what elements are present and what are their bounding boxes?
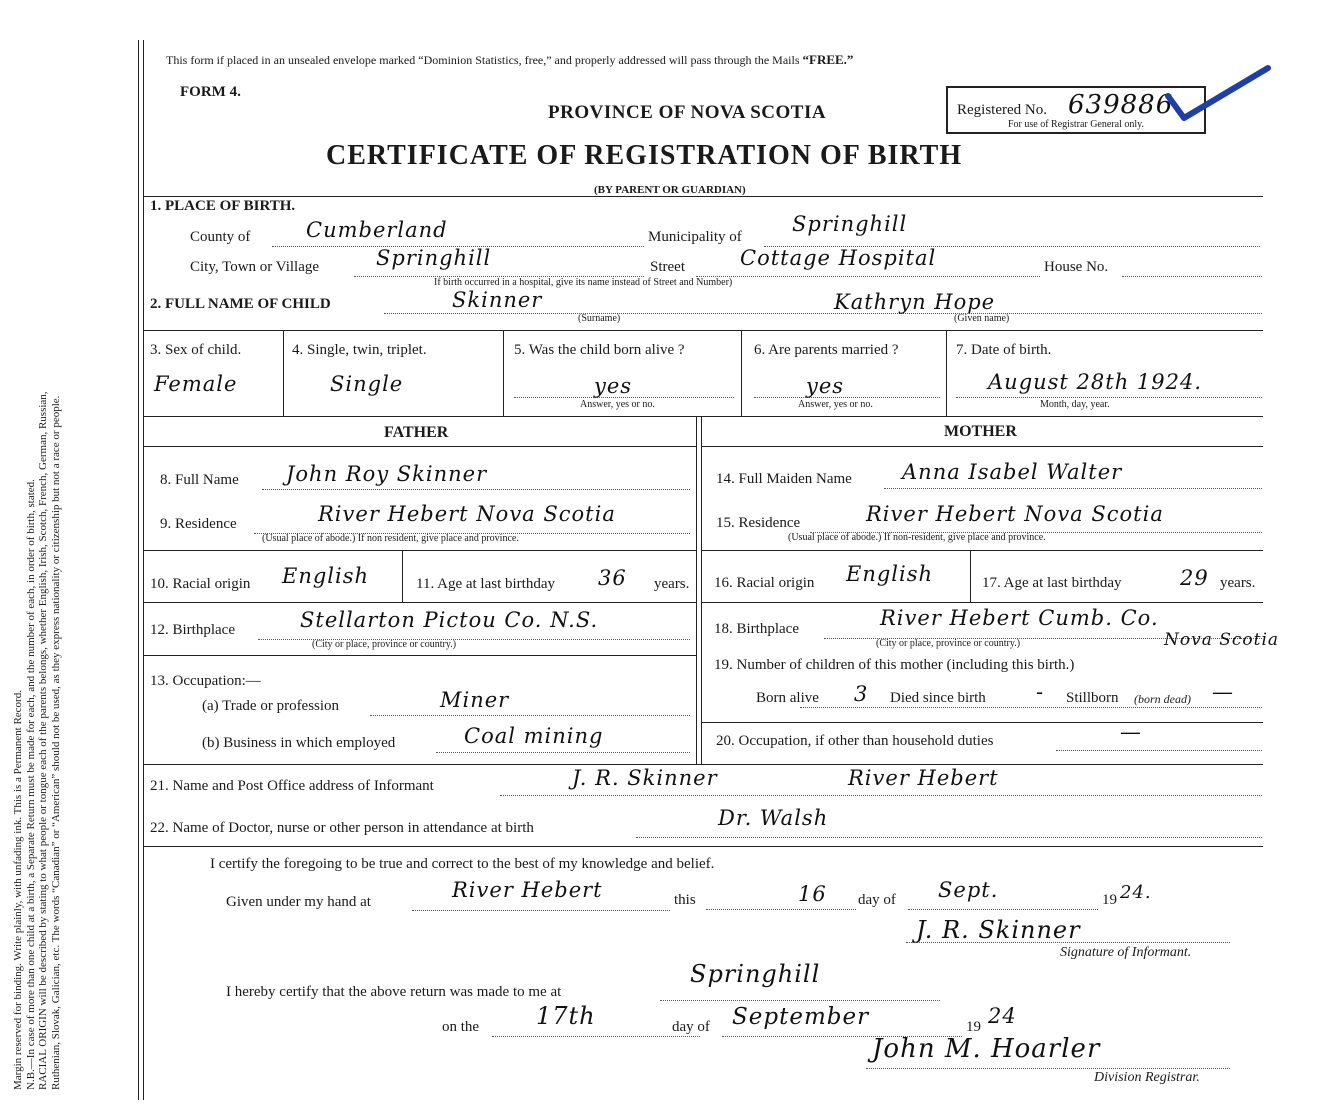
margin-note-line: Ruthenian, Slovak, Galician, etc. The words “Canadian” or “American” should not be used, as they express nationality or citizenship but not a race or people. xyxy=(49,395,62,1090)
field-line xyxy=(696,276,1040,277)
father-age-label: 11. Age at last birthday xyxy=(416,576,555,592)
sex-value: Female xyxy=(154,372,238,396)
mother-racial: English xyxy=(846,562,934,586)
field-line xyxy=(412,910,670,911)
divider xyxy=(143,330,1263,331)
street-value: Cottage Hospital xyxy=(740,246,937,270)
divider xyxy=(701,446,1263,447)
plurality-value: Single xyxy=(330,372,404,396)
divider xyxy=(143,655,696,656)
divider xyxy=(503,330,504,416)
house-label: House No. xyxy=(1044,259,1109,275)
check-mark-icon xyxy=(1160,58,1280,138)
field-line xyxy=(754,397,940,398)
field-line xyxy=(492,1036,700,1037)
mail-note xyxy=(166,52,853,68)
registrar-label: Division Registrar. xyxy=(1094,1070,1200,1085)
father-racial: English xyxy=(282,564,370,588)
mother-racial-label: 16. Racial origin xyxy=(714,575,815,591)
registered-number: 639886 xyxy=(1068,90,1174,120)
registrar-year-prefix: 19 xyxy=(966,1019,981,1035)
mail-note-free: “FREE.” xyxy=(802,52,854,67)
hospital-note: If birth occurred in a hospital, give its name instead of Street and Number) xyxy=(434,277,733,288)
born-alive-count-label: Born alive xyxy=(756,690,819,706)
died-label: Died since birth xyxy=(890,690,986,706)
registrar-month: September xyxy=(732,1004,870,1030)
sex-label: 3. Sex of child. xyxy=(150,342,242,358)
mail-note-text: This form if placed in an unsealed envelope marked “Dominion Statistics, free,” and properly addressed will pass through the Mails xyxy=(166,53,803,67)
field-line xyxy=(500,795,1262,796)
county-label: County of xyxy=(190,229,251,245)
father-residence-label: 9. Residence xyxy=(160,516,237,532)
given-name-note: (Given name) xyxy=(954,313,1010,324)
street-label: Street xyxy=(650,259,685,275)
dob-note: Month, day, year. xyxy=(1040,399,1110,410)
mother-birthplace-2: Nova Scotia xyxy=(1164,630,1280,650)
certify-year: 24. xyxy=(1120,882,1152,903)
divider xyxy=(143,846,1263,847)
margin-note-line: Margin reserved for binding. Write plainly, with unfading ink. This is a Permanent Record. xyxy=(12,690,24,1090)
informant-label: 21. Name and Post Office address of Informant xyxy=(150,778,434,794)
divider xyxy=(283,330,284,416)
field-line xyxy=(1122,276,1262,277)
died-value: - xyxy=(1036,680,1045,704)
divider xyxy=(402,550,403,602)
informant-address: River Hebert xyxy=(848,766,999,790)
divider xyxy=(970,550,971,602)
divider xyxy=(143,602,696,603)
certificate-title: CERTIFICATE OF REGISTRATION OF BIRTH xyxy=(326,140,963,171)
certify-day: 16 xyxy=(798,882,827,906)
mother-birthplace-label: 18. Birthplace xyxy=(714,621,799,637)
married-label: 6. Are parents married ? xyxy=(754,342,899,358)
registrar-statement: I hereby certify that the above return was made to me at xyxy=(226,984,562,1000)
field-line xyxy=(866,1068,1230,1069)
county-value: Cumberland xyxy=(306,218,448,242)
certify-month: Sept. xyxy=(938,878,999,902)
divider xyxy=(143,196,1263,197)
father-birthplace-label: 12. Birthplace xyxy=(150,622,235,638)
business-value: Coal mining xyxy=(464,724,604,748)
mother-heading: MOTHER xyxy=(944,423,1017,440)
father-occupation-label: 13. Occupation:— xyxy=(150,673,261,689)
field-line xyxy=(436,752,690,753)
given-at: River Hebert xyxy=(452,878,603,902)
divider xyxy=(741,330,742,416)
certificate-subtitle: (BY PARENT OR GUARDIAN) xyxy=(594,184,746,196)
registrar-signature: John M. Hoarler xyxy=(872,1034,1101,1064)
mother-name-label: 14. Full Maiden Name xyxy=(716,471,852,487)
plurality-label: 4. Single, twin, triplet. xyxy=(292,342,427,358)
divider xyxy=(701,550,1263,551)
divider xyxy=(143,446,696,447)
margin-note-line: N.B.—In case of more than one child at a birth, a Separate Return must be made for each, and the number of each, in order of birth, stated. xyxy=(24,479,37,1090)
born-alive-count: 3 xyxy=(854,682,869,706)
left-border-inner xyxy=(143,40,144,1100)
divider xyxy=(701,602,1263,603)
mother-abode-note: (Usual place of abode.) If non-resident, give place and province. xyxy=(788,532,1046,543)
registrar-use-note: For use of Registrar General only. xyxy=(1008,119,1144,130)
field-line xyxy=(956,397,1262,398)
married-value: yes xyxy=(806,374,845,398)
father-residence: River Hebert Nova Scotia xyxy=(318,502,616,526)
mother-name: Anna Isabel Walter xyxy=(902,460,1123,484)
left-border xyxy=(138,40,139,1100)
registrar-year: 24 xyxy=(988,1004,1017,1028)
father-name-label: 8. Full Name xyxy=(160,472,239,488)
stillborn-value: — xyxy=(1212,680,1234,704)
divider xyxy=(143,764,1263,765)
field-line xyxy=(660,1000,940,1001)
children-count-label: 19. Number of children of this mother (including this birth.) xyxy=(714,657,1075,673)
province-title: PROVINCE OF NOVA SCOTIA xyxy=(548,102,827,123)
day-of-label: day of xyxy=(858,892,896,908)
registered-label: Registered No. xyxy=(957,102,1047,118)
column-divider xyxy=(701,416,702,764)
child-given-name: Kathryn Hope xyxy=(834,290,996,314)
field-line xyxy=(906,942,1230,943)
informant-name: J. R. Skinner xyxy=(572,766,718,790)
certify-statement: I certify the foregoing to be true and correct to the best of my knowledge and belief. xyxy=(210,856,715,872)
father-age: 36 xyxy=(598,566,627,590)
doctor-label: 22. Name of Doctor, nurse or other person in attendance at birth xyxy=(150,820,534,836)
stillborn-note: (born dead) xyxy=(1134,692,1191,706)
field-line xyxy=(884,488,1262,489)
municipality-value: Springhill xyxy=(792,212,908,236)
signature-label: Signature of Informant. xyxy=(1060,945,1192,960)
registrar-place: Springhill xyxy=(690,960,821,988)
trade-label: (a) Trade or profession xyxy=(202,698,340,714)
dob-label: 7. Date of birth. xyxy=(956,342,1052,358)
field-line xyxy=(1056,750,1262,751)
mother-age-label: 17. Age at last birthday xyxy=(982,575,1122,591)
form-number: FORM 4. xyxy=(180,84,241,100)
mother-occupation-label: 20. Occupation, if other than household duties xyxy=(716,733,994,749)
mother-occupation: — xyxy=(1120,720,1142,744)
mother-residence: River Hebert Nova Scotia xyxy=(866,502,1164,526)
mother-age-years: years. xyxy=(1220,575,1256,591)
divider xyxy=(143,550,696,551)
registrar-day-of-label: day of xyxy=(672,1019,710,1035)
father-heading: FATHER xyxy=(384,424,449,441)
field-line xyxy=(636,837,1262,838)
divider xyxy=(701,722,1263,723)
divider xyxy=(946,330,947,416)
on-the-label: on the xyxy=(442,1019,480,1035)
margin-note xyxy=(12,391,62,1090)
informant-signature: J. R. Skinner xyxy=(916,916,1081,944)
field-line xyxy=(262,489,690,490)
father-name: John Roy Skinner xyxy=(286,462,488,486)
city-value: Springhill xyxy=(376,246,492,270)
given-label: Given under my hand at xyxy=(226,894,371,910)
divider xyxy=(143,416,1263,417)
answer-note: Answer, yes or no. xyxy=(580,399,655,410)
stillborn-label: Stillborn xyxy=(1066,690,1119,706)
field-line xyxy=(384,313,1262,314)
place-section-label: 1. PLACE OF BIRTH. xyxy=(150,198,296,214)
father-birthplace: Stellarton Pictou Co. N.S. xyxy=(300,608,599,632)
answer-note: Answer, yes or no. xyxy=(798,399,873,410)
child-name-label: 2. FULL NAME OF CHILD xyxy=(150,296,331,312)
mother-birthplace: River Hebert Cumb. Co. xyxy=(880,606,1159,630)
field-line xyxy=(800,707,1262,708)
field-line xyxy=(908,909,1098,910)
field-line xyxy=(370,715,690,716)
city-label: City, Town or Village xyxy=(190,259,320,275)
surname-note: (Surname) xyxy=(578,313,621,324)
registrar-day: 17th xyxy=(536,1002,596,1030)
margin-note-line: RACIAL ORIGIN will be described by stating to what people or tongue each of the parents belongs, whether English, Irish, Scotch, French, German, Russian, xyxy=(37,391,50,1090)
child-surname: Skinner xyxy=(452,288,543,312)
year-prefix: 19 xyxy=(1102,892,1117,908)
mother-residence-label: 15. Residence xyxy=(716,515,801,531)
doctor-value: Dr. Walsh xyxy=(718,806,829,830)
business-label: (b) Business in which employed xyxy=(202,735,396,751)
column-divider xyxy=(696,416,697,764)
trade-value: Miner xyxy=(440,688,510,712)
father-age-years: years. xyxy=(654,576,690,592)
father-abode-note: (Usual place of abode.) If non resident, give place and province. xyxy=(262,533,519,544)
field-line xyxy=(706,909,856,910)
father-racial-label: 10. Racial origin xyxy=(150,576,251,592)
dob-value: August 28th 1924. xyxy=(988,370,1203,394)
born-alive-label: 5. Was the child born alive ? xyxy=(514,342,685,358)
father-birthplace-note: (City or place, province or country.) xyxy=(312,639,457,650)
this-label: this xyxy=(674,892,696,908)
municipality-label: Municipality of xyxy=(648,229,742,245)
mother-age: 29 xyxy=(1180,566,1209,590)
mother-birthplace-note: (City or place, province or country.) xyxy=(876,638,1021,649)
born-alive-value: yes xyxy=(594,374,633,398)
